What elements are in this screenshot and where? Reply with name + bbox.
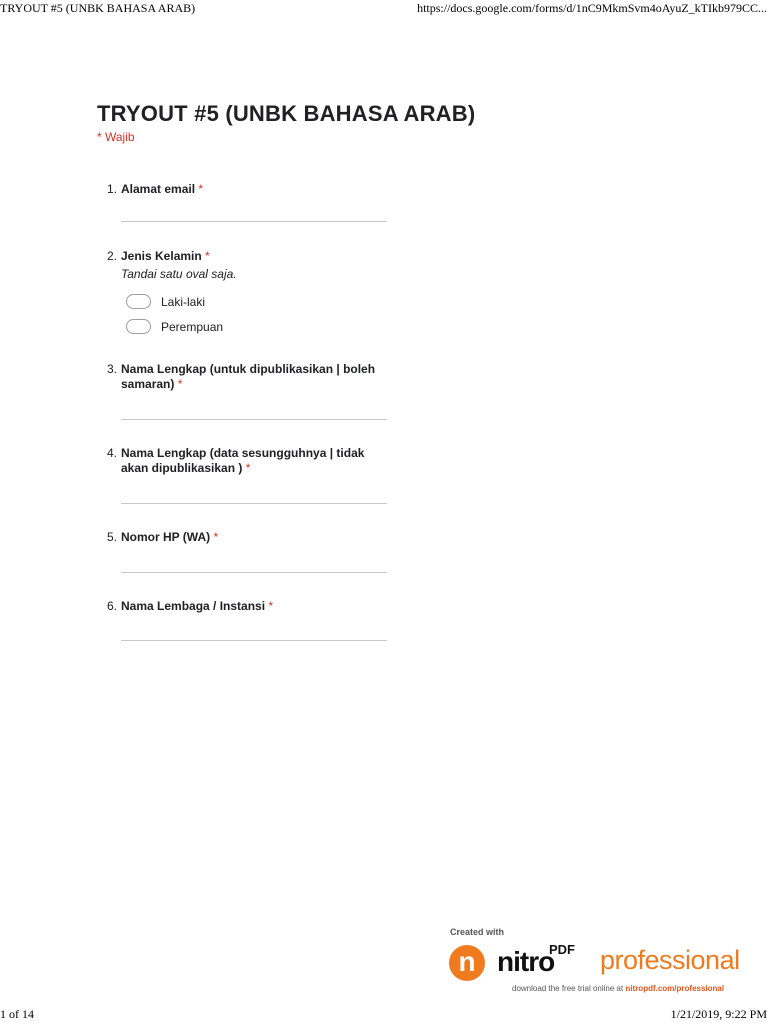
question-label: Nomor HP (WA) * xyxy=(121,530,219,544)
question-number: 1. xyxy=(107,182,118,196)
download-link[interactable]: nitropdf.com/professional xyxy=(625,984,725,993)
question-number: 4. xyxy=(107,446,118,460)
print-header xyxy=(0,0,768,18)
required-star: * xyxy=(205,249,210,263)
question-label: Alamat email * xyxy=(121,182,204,196)
question-number: 2. xyxy=(107,249,118,263)
radio-oval[interactable] xyxy=(126,294,151,309)
institution-answer-line[interactable] xyxy=(121,640,387,641)
print-header-url[interactable]: https://docs.google.com/forms/d/1nC9MkmSvm4oAyuZ_kTIkb979CC... xyxy=(417,1,767,15)
required-note: * Wajib xyxy=(97,130,135,144)
question-label: Nama Lengkap (data sesungguhnya | tidak akan dipublikasikan ) * xyxy=(121,446,365,475)
nitro-brand: nitro xyxy=(497,946,555,977)
print-datetime: 1/21/2019, 9:22 PM xyxy=(670,1007,767,1021)
question-number: 6. xyxy=(107,599,118,613)
nitro-pdf-sup: PDF xyxy=(549,942,575,957)
email-answer-line[interactable] xyxy=(121,221,387,222)
question-hint: Tandai satu oval saja. xyxy=(121,267,237,281)
option-label: Perempuan xyxy=(161,320,224,334)
created-with-text: Created with xyxy=(450,927,505,937)
question-number: 5. xyxy=(107,530,118,544)
required-star: * xyxy=(245,461,251,475)
print-header-title: TRYOUT #5 (UNBK BAHASA ARAB) xyxy=(0,1,196,15)
print-footer xyxy=(0,1006,768,1024)
form-title: TRYOUT #5 (UNBK BAHASA ARAB) xyxy=(97,101,476,126)
option-label: Laki-laki xyxy=(161,295,206,309)
phone-answer-line[interactable] xyxy=(121,572,387,573)
nitro-logo-icon: n xyxy=(449,945,485,981)
download-note: download the free trial online at nitropdf.com/professional xyxy=(512,984,725,993)
required-star: * xyxy=(198,182,204,196)
question-label: Nama Lengkap (untuk dipublikasikan | boleh samaran) * xyxy=(121,362,376,391)
real-name-answer-line[interactable] xyxy=(121,503,387,504)
required-star: * xyxy=(177,377,183,391)
question-label: Nama Lembaga / Instansi * xyxy=(121,599,274,613)
required-star: * xyxy=(213,530,219,544)
public-name-answer-line[interactable] xyxy=(121,419,387,420)
question-number: 3. xyxy=(107,362,118,376)
question-label: Jenis Kelamin * xyxy=(121,249,210,263)
nitro-watermark xyxy=(447,925,762,997)
required-star: * xyxy=(268,599,274,613)
radio-oval[interactable] xyxy=(126,319,151,334)
nitro-edition: professional xyxy=(600,945,740,975)
page-count: 1 of 14 xyxy=(0,1007,34,1021)
